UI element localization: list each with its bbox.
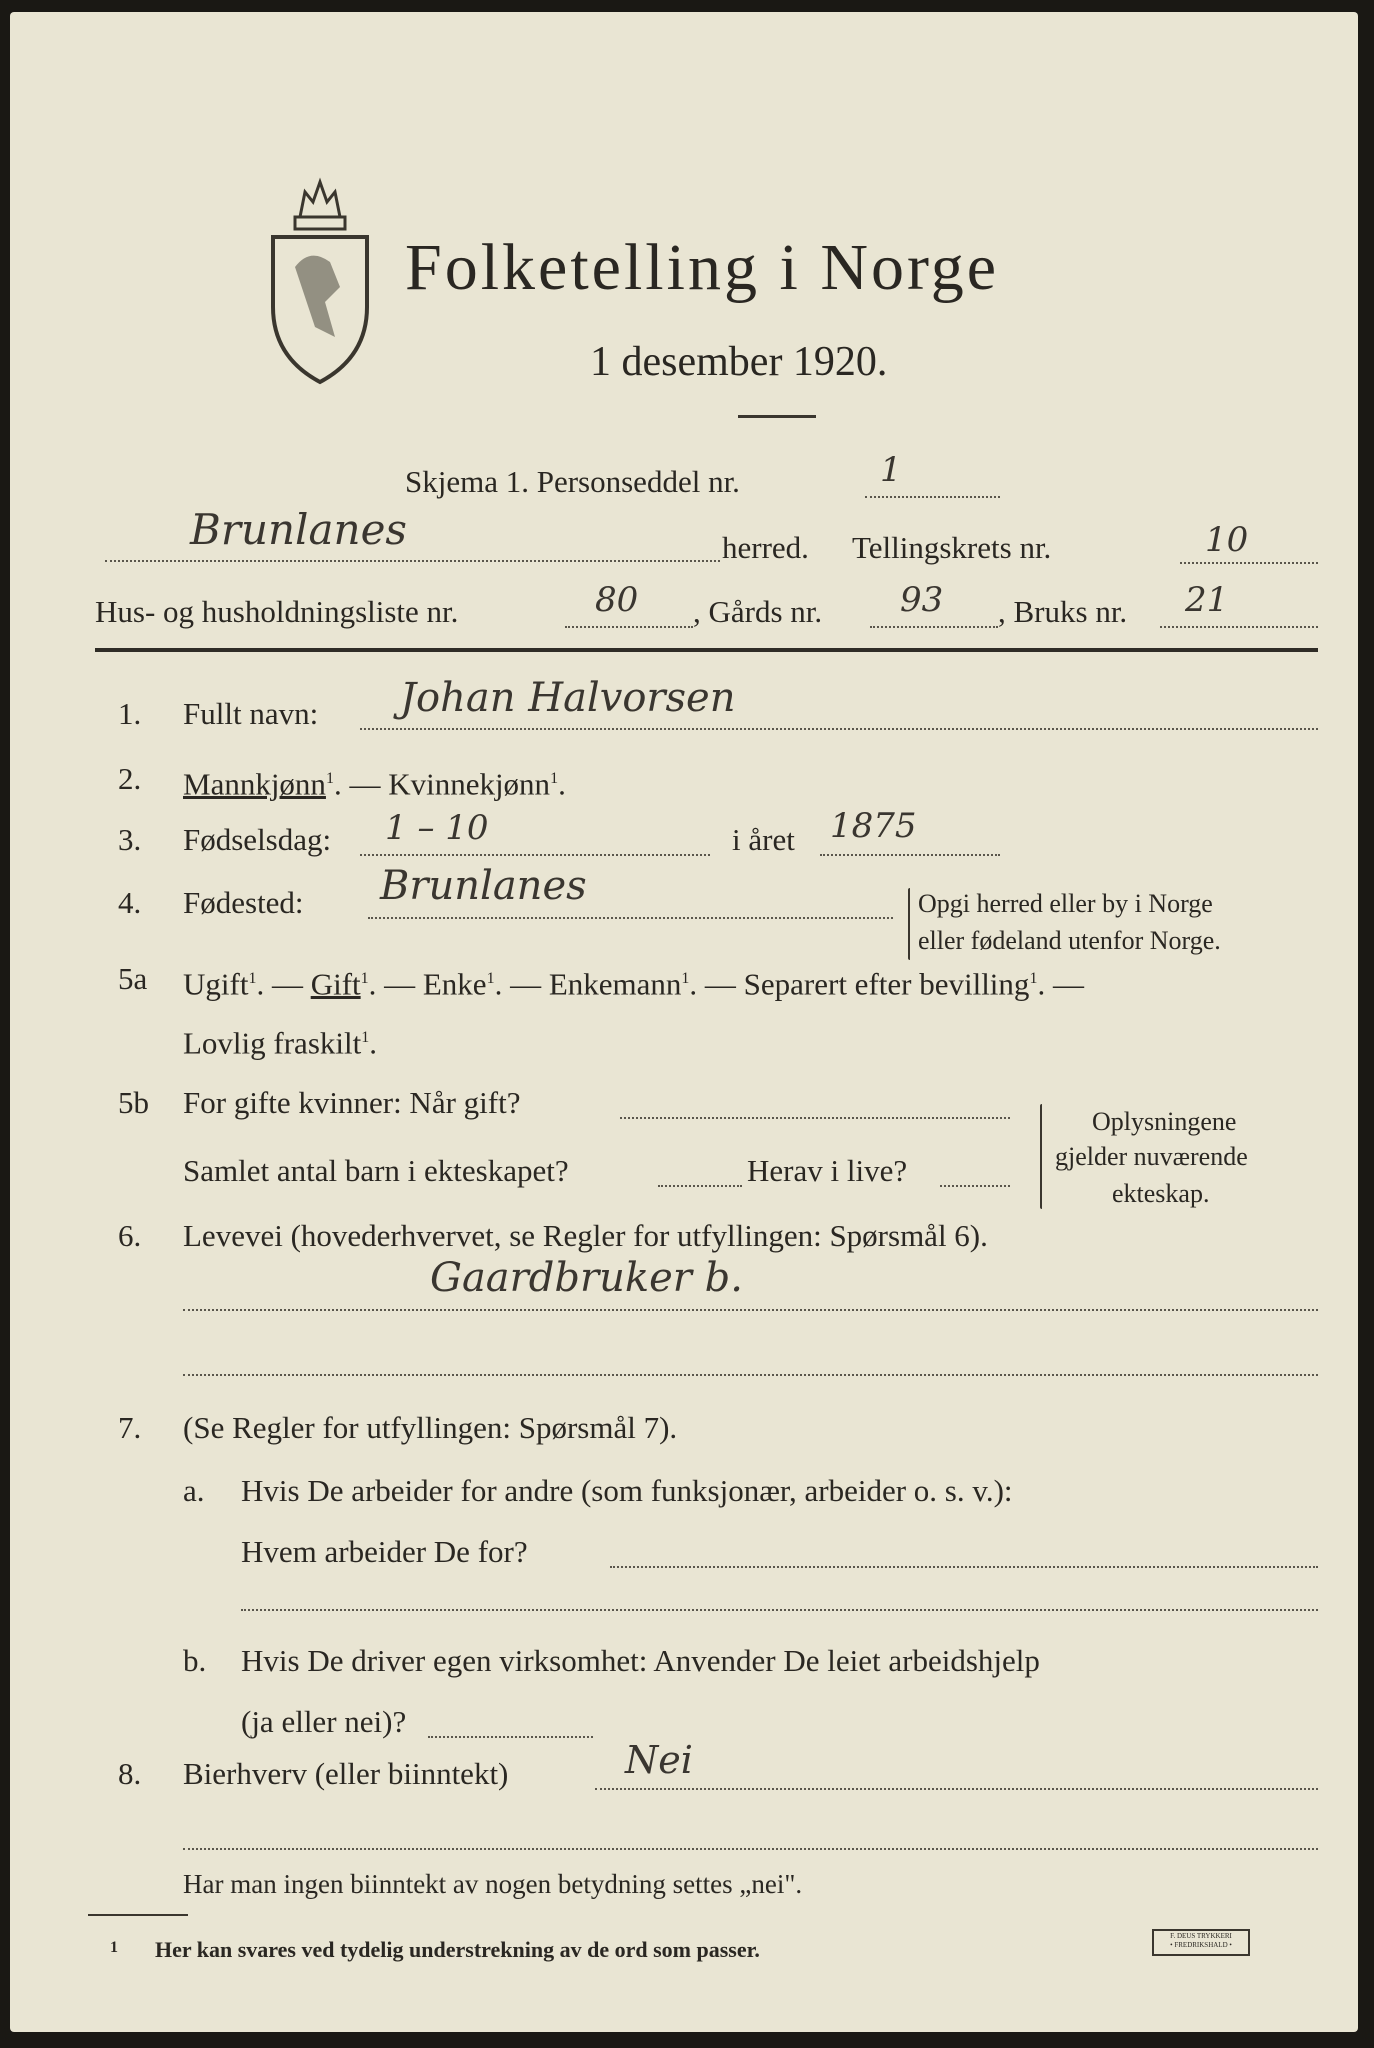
q4-label: Fødested: [183, 885, 304, 920]
footnote-rule [88, 1914, 188, 1916]
q3-dots [360, 854, 710, 856]
q8-label: Bierhverv (eller biinntekt) [183, 1756, 509, 1791]
married-when-dots [620, 1117, 1010, 1119]
alive-label: Herav i live? [747, 1153, 908, 1188]
q3-label: Fødselsdag: [183, 822, 332, 857]
herred-dots [105, 560, 720, 562]
stamp-line2: • FREDRIKSHALD • [1170, 1941, 1232, 1949]
hus-dots [565, 626, 693, 628]
q8-number: 8. [118, 1756, 142, 1791]
herred-label: herred. [722, 530, 809, 565]
q5b-note-line3: ekteskap. [1112, 1179, 1210, 1208]
birthplace-value[interactable]: Brunlanes [380, 863, 587, 909]
tellingskrets-value[interactable]: 10 [1205, 520, 1249, 560]
personseddel-number[interactable]: 1 [880, 450, 902, 490]
q7b-label: Hvis De driver egen virksomhet: Anvender De leiet arbeidshjelp [241, 1643, 1040, 1678]
q6-label: Levevei (hovederhvervet, se Regler for utfyllingen: Spørsmål 6). [183, 1218, 988, 1253]
census-date: 1 desember 1920. [590, 339, 888, 385]
side-income-dots-2 [183, 1848, 1318, 1850]
hired-help-dots [428, 1736, 593, 1738]
gender-female-option[interactable]: Kvinnekjønn [388, 766, 551, 802]
footnote-ref: 1 [361, 1029, 370, 1046]
form-title: Folketelling i Norge [405, 231, 1000, 304]
footnote-ref: 1 [681, 970, 690, 987]
separert-option[interactable]: Separert efter bevilling [743, 966, 1030, 1002]
children-dots [658, 1185, 742, 1187]
marital-status-line: Ugift$^1$. — Gift$^1$. — Enke$^1$. — Enkemann$^1$. — Separert efter bevilling$^1$. — [183, 966, 1084, 1002]
hired-help-label: (ja eller nei)? [241, 1704, 407, 1739]
hus-label: Hus- og husholdningsliste nr. [95, 594, 459, 629]
q7b-number: b. [183, 1643, 207, 1678]
thick-rule [95, 648, 1318, 652]
coat-of-arms-logo [255, 177, 385, 392]
herred-value[interactable]: Brunlanes [190, 505, 407, 554]
footnote-ref: 1 [360, 970, 369, 987]
bruks-label: , Bruks nr. [998, 594, 1128, 629]
q5b-number: 5b [118, 1085, 149, 1120]
gender-male-option[interactable]: Mannkjønn [183, 766, 326, 802]
schema-dots [865, 496, 1000, 498]
side-income-note: Har man ingen biinntekt av nogen betydning settes „nei". [183, 1869, 803, 1899]
q5a-number: 5a [118, 961, 148, 996]
occupation-dots-2 [183, 1374, 1318, 1376]
enke-option[interactable]: Enke [422, 966, 487, 1002]
divider [738, 415, 816, 418]
q2-number: 2. [118, 761, 142, 796]
footnote-ref: 1 [486, 970, 495, 987]
birthdate-value[interactable]: 1 – 10 [385, 808, 489, 848]
ugift-option[interactable]: Ugift [183, 966, 249, 1002]
gards-label: , Gårds nr. [693, 594, 823, 629]
side-income-value[interactable]: Nei [625, 1738, 693, 1782]
q6-number: 6. [118, 1218, 142, 1253]
period: . [558, 766, 566, 802]
q1-number: 1. [118, 696, 142, 731]
employer-dots-2 [241, 1609, 1318, 1611]
employer-label: Hvem arbeider De for? [241, 1534, 528, 1569]
occupation-dots [183, 1309, 1318, 1311]
q1-dots [360, 728, 1318, 730]
full-name-value[interactable]: Johan Halvorsen [400, 675, 736, 721]
brace [908, 888, 910, 960]
tellingskrets-label: Tellingskrets nr. [852, 530, 1052, 565]
q7a-number: a. [183, 1473, 205, 1508]
census-form: Folketelling i Norge 1 desember 1920. Skjema 1. Personseddel nr. 1 Brunlanes herred. Tellingskrets nr. 10 Hus- og husholdningsliste nr. 80 , Gårds nr. 93 , Bruks nr. 21 1. Fullt navn: Johan Halvorsen 2. Mannkjønn$^1$. — Kvinnekjønn$^1$. 3. Fødselsdag: 1 – 10 i året 1875 4. Fødested: Brunlanes Opgi herred eller by i Norge eller fødeland utenfor Norge. 5a Ugift$^1$. — Gift$^1$. — Enke$^1$. — Enkemann$^1$. — Separert efter bevilling$^1$. — Lovlig fraskilt$^1$. 5b For gifte kvinner: Når gift? Samlet antal barn i ekteskapet? Herav i live? Oplysningene gjelder nuværende ekteskap. 6. Levevei (hovederhvervet, se Regler for utfyllingen: Spørsmål 6). Gaardbruker b. 7. (Se Regler for utfyllingen: Spørsmål 7). a. Hvis De arbeider for andre (som funksjonær, arbeider o. s. v.): Hvem arbeider De for? b. Hvis De driver egen virksomhet: Anvender De leiet arbeidshjelp (ja eller nei)? 8. Bierhverv (eller biinntekt) Nei Har man ingen biinntekt av nogen betydning settes „nei". 1 Her kan svares ved tydelig understrekning av de ord som passer. F. DEUS TRYKKERI • FREDRIKSHALD • [10, 12, 1358, 2032]
schema-label: Skjema 1. Personseddel nr. [405, 464, 740, 499]
printer-stamp [1152, 1929, 1250, 1956]
gards-value[interactable]: 93 [900, 580, 944, 620]
q7-number: 7. [118, 1410, 142, 1445]
footnote-ref: 1 [325, 770, 334, 787]
q5b-label: For gifte kvinner: Når gift? [183, 1085, 521, 1120]
side-income-dots [595, 1788, 1318, 1790]
gender-line [183, 761, 566, 802]
enkemann-option[interactable]: Enkemann [548, 966, 682, 1002]
q7-label: (Se Regler for utfyllingen: Spørsmål 7). [183, 1410, 678, 1445]
separator: . — [333, 766, 389, 802]
gards-dots [870, 626, 998, 628]
bruks-value[interactable]: 21 [1185, 580, 1229, 620]
birth-year-value[interactable]: 1875 [830, 806, 917, 846]
krets-dots [1180, 562, 1318, 564]
brace [1040, 1104, 1042, 1209]
footnote-mark: 1 [110, 1939, 118, 1956]
alive-dots [940, 1185, 1010, 1187]
q1-label: Fullt navn: [183, 696, 319, 731]
occupation-value[interactable]: Gaardbruker b. [430, 1255, 743, 1301]
footnote-text: Her kan svares ved tydelig understrekning av de ord som passer. [155, 1937, 760, 1962]
footnote-ref: 1 [1029, 970, 1038, 987]
hus-value[interactable]: 80 [595, 580, 639, 620]
year-label: i året [732, 822, 795, 857]
gift-option[interactable]: Gift [310, 966, 361, 1002]
q4-number: 4. [118, 885, 142, 920]
footnote-ref: 1 [248, 970, 257, 987]
q4-note-line1: Opgi herred eller by i Norge [918, 889, 1213, 918]
q3-number: 3. [118, 822, 142, 857]
bruks-dots [1160, 626, 1318, 628]
q5b-note-line2: gjelder nuværende [1055, 1142, 1248, 1171]
q4-note-line2: eller fødeland utenfor Norge. [918, 926, 1221, 955]
q7a-label: Hvis De arbeider for andre (som funksjonær, arbeider o. s. v.): [241, 1473, 1013, 1508]
children-label: Samlet antal barn i ekteskapet? [183, 1153, 569, 1188]
year-dots [820, 854, 1000, 856]
employer-dots [610, 1566, 1318, 1568]
q4-dots [368, 917, 893, 919]
lovlig-fraskilt-option[interactable]: Lovlig fraskilt [183, 1025, 362, 1061]
q5b-note-line1: Oplysningene [1092, 1107, 1237, 1136]
stamp-line1: F. DEUS TRYKKERI [1170, 1932, 1232, 1940]
footnote-ref: 1 [550, 770, 559, 787]
